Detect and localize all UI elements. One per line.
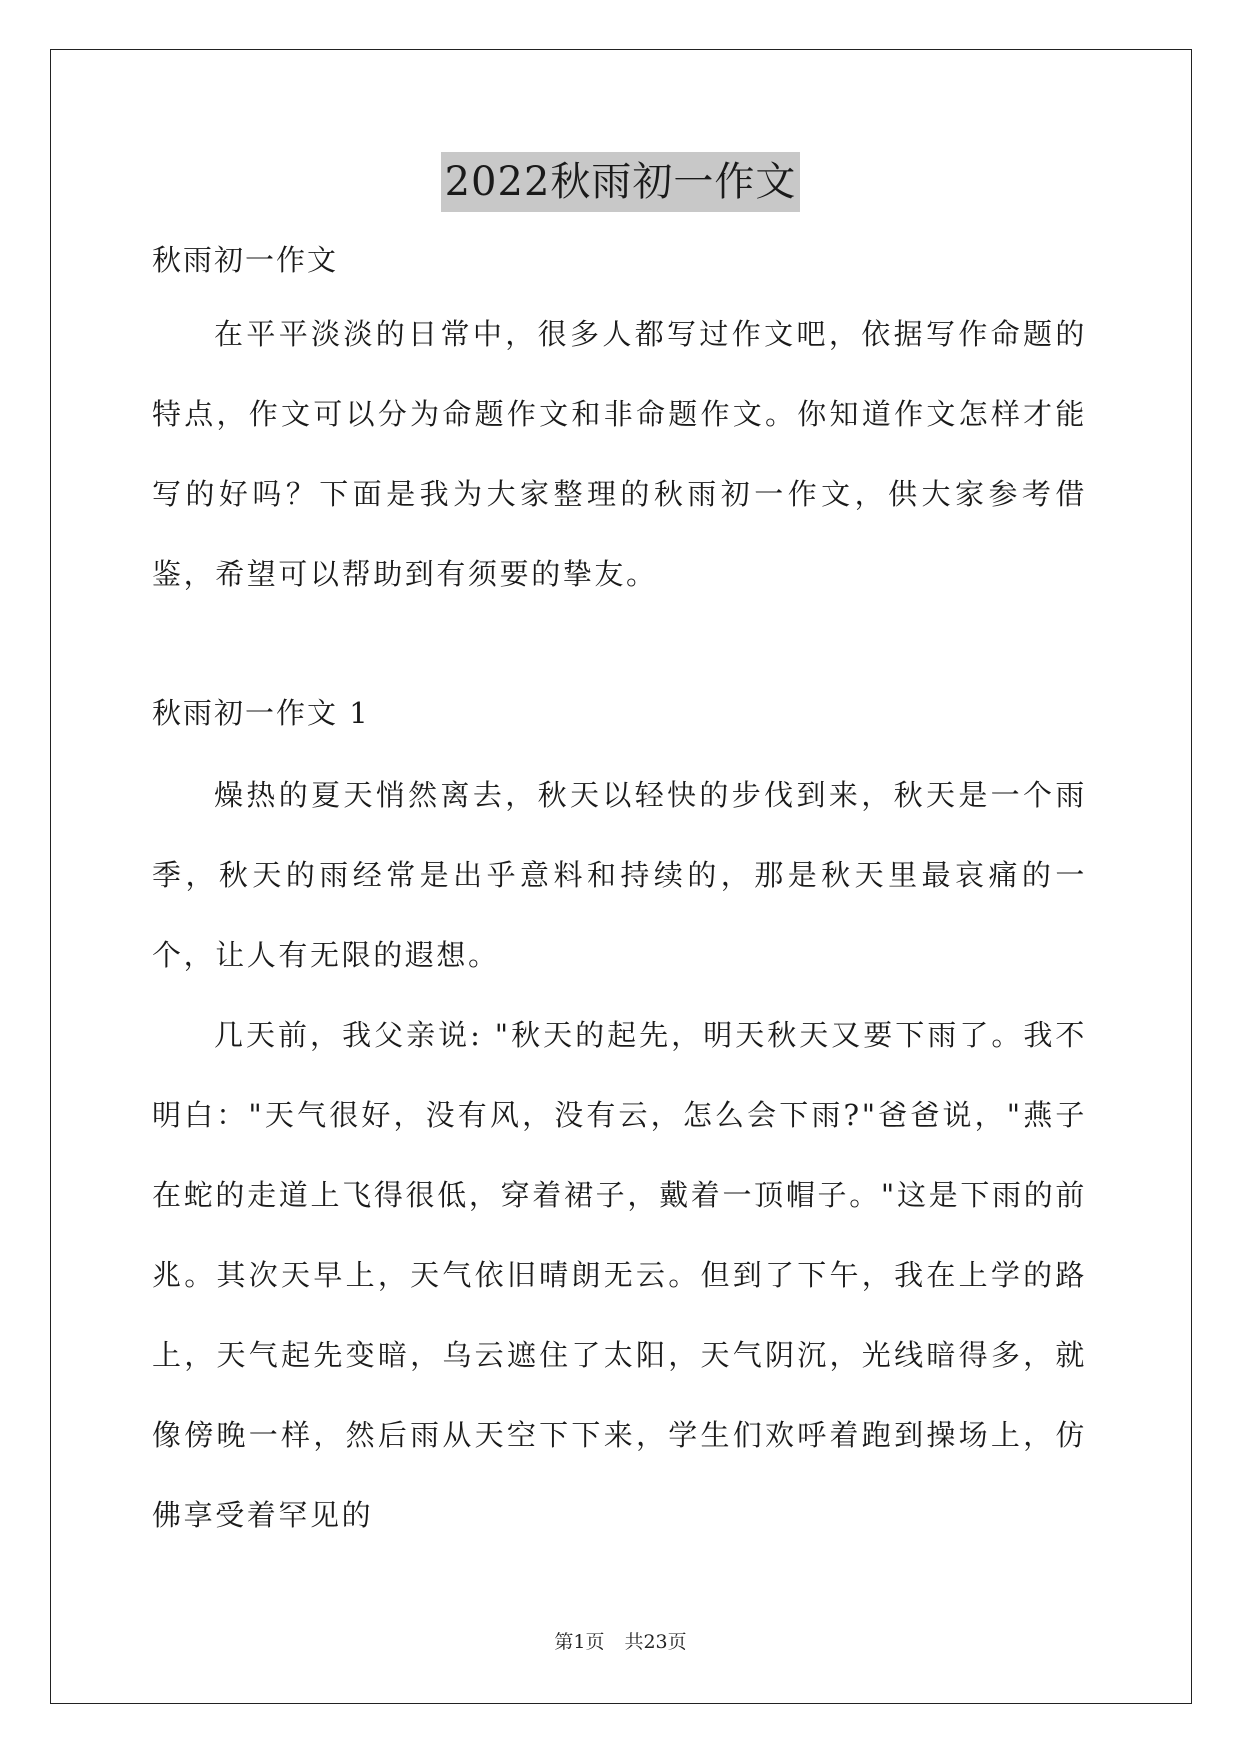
document-body [152,232,1087,1555]
intro-paragraph: 在平平淡淡的日常中，很多人都写过作文吧，依据写作命题的特点，作文可以分为命题作文和非命题作文。你知道作文怎样才能写的好吗？下面是我为大家整理的秋雨初一作文，供大家参考借鉴，希望可以帮助到有须要的挚友。 [152,317,1087,591]
document-title-text: 2022秋雨初一作文 [441,152,801,212]
page-total: 共23页 [624,1631,687,1653]
body-paragraph: 燥热的夏天悄然离去，秋天以轻快的步伐到来，秋天是一个雨季，秋天的雨经常是出乎意料和持续的，那是秋天里最哀痛的一个，让人有无限的遐想。 [152,778,1087,972]
page-number: 第1页 [554,1631,605,1653]
section-heading: 秋雨初一作文 1 [152,696,370,730]
body-paragraph: 几天前，我父亲说: "秋天的起先，明天秋天又要下雨了。我不明白："天气很好，没有风，没有云，怎么会下雨?"爸爸说，"燕子在蛇的走道上飞得很低，穿着裙子，戴着一顶帽子。"这是下雨的前兆。其次天早上，天气依旧晴朗无云。但到了下午，我在上学的路上，天气起先变暗，乌云遮住了太阳，天气阴沉，光线暗得多，就像傍晚一样，然后雨从天空下下来，学生们欢呼着跑到操场上，仿佛享受着罕见的 [152,1018,1087,1532]
document-title [0,152,1241,212]
page-footer [0,1630,1241,1654]
section-heading: 秋雨初一作文 [152,243,339,277]
